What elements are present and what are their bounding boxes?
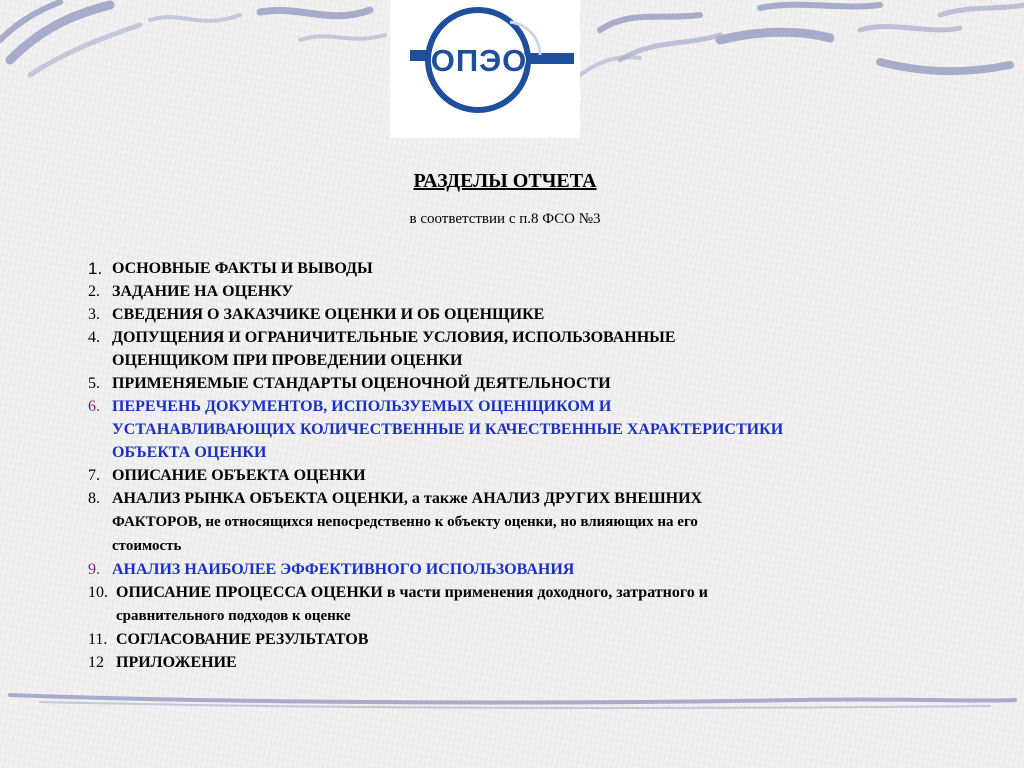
item-text: ПРИЛОЖЕНИЕ bbox=[116, 654, 237, 671]
list-item bbox=[88, 651, 988, 674]
item-number: 4. bbox=[88, 329, 100, 346]
item-number: 12 bbox=[88, 654, 104, 671]
item-number: 3. bbox=[88, 306, 100, 323]
list-item bbox=[88, 326, 988, 372]
sections-list bbox=[88, 257, 988, 674]
item-number: 1. bbox=[88, 259, 103, 278]
list-item bbox=[88, 487, 988, 558]
list-item bbox=[88, 257, 988, 280]
item-text: ДОПУЩЕНИЯ И ОГРАНИЧИТЕЛЬНЫЕ УСЛОВИЯ, ИСПОЛЬЗОВАННЫЕ ОЦЕНЩИКОМ ПРИ ПРОВЕДЕНИИ ОЦЕНКИ bbox=[112, 329, 676, 369]
list-item bbox=[88, 372, 988, 395]
list-item-highlighted bbox=[88, 395, 988, 464]
list-item bbox=[88, 581, 988, 628]
item-text: ОПИСАНИЕ ПРОЦЕССА ОЦЕНКИ в части применения доходного, затратного и сравнительного подходов к оценке bbox=[116, 584, 708, 624]
item-number: 7. bbox=[88, 467, 100, 484]
list-item bbox=[88, 628, 988, 651]
list-item bbox=[88, 464, 988, 487]
item-text: ЗАДАНИЕ НА ОЦЕНКУ bbox=[112, 283, 294, 300]
item-number: 11. bbox=[88, 631, 108, 648]
page-subtitle: в соответствии с п.8 ФСО №3 bbox=[409, 211, 601, 227]
item-text: СОГЛАСОВАНИЕ РЕЗУЛЬТАТОВ bbox=[116, 631, 369, 648]
list-item bbox=[88, 280, 988, 303]
item-number: 5. bbox=[88, 375, 100, 392]
item-text: ПЕРЕЧЕНЬ ДОКУМЕНТОВ, ИСПОЛЬЗУЕМЫХ ОЦЕНЩИКОМ И УСТАНАВЛИВАЮЩИХ КОЛИЧЕСТВЕННЫЕ И КАЧЕСТВЕННЫЕ ХАРАКТЕРИСТИКИ ОБЪЕКТА ОЦЕНКИ bbox=[112, 398, 784, 461]
item-number: 6. bbox=[88, 398, 100, 415]
list-item-highlighted bbox=[88, 558, 988, 581]
item-text: ОПИСАНИЕ ОБЪЕКТА ОЦЕНКИ bbox=[112, 467, 366, 484]
item-text: ОСНОВНЫЕ ФАКТЫ И ВЫВОДЫ bbox=[112, 260, 373, 277]
item-number: 2. bbox=[88, 283, 100, 300]
logo-text: ОПЭО bbox=[430, 43, 528, 78]
item-text: АНАЛИЗ НАИБОЛЕЕ ЭФФЕКТИВНОГО ИСПОЛЬЗОВАНИЯ bbox=[112, 561, 575, 578]
list-item bbox=[88, 303, 988, 326]
item-text: АНАЛИЗ РЫНКА ОБЪЕКТА ОЦЕНКИ, а также АНАЛИЗ ДРУГИХ ВНЕШНИХ ФАКТОРОВ, не относящихся непосредственно к объекту оценки, но влияющих на его стоимость bbox=[112, 490, 703, 554]
item-number: 9. bbox=[88, 561, 100, 578]
item-number: 10. bbox=[88, 584, 108, 601]
item-text: ПРИМЕНЯЕМЫЕ СТАНДАРТЫ ОЦЕНОЧНОЙ ДЕЯТЕЛЬНОСТИ bbox=[112, 375, 611, 392]
item-text: СВЕДЕНИЯ О ЗАКАЗЧИКЕ ОЦЕНКИ И ОБ ОЦЕНЩИКЕ bbox=[112, 306, 545, 323]
item-number: 8. bbox=[88, 490, 100, 507]
page-title: РАЗДЕЛЫ ОТЧЕТА bbox=[413, 170, 597, 192]
